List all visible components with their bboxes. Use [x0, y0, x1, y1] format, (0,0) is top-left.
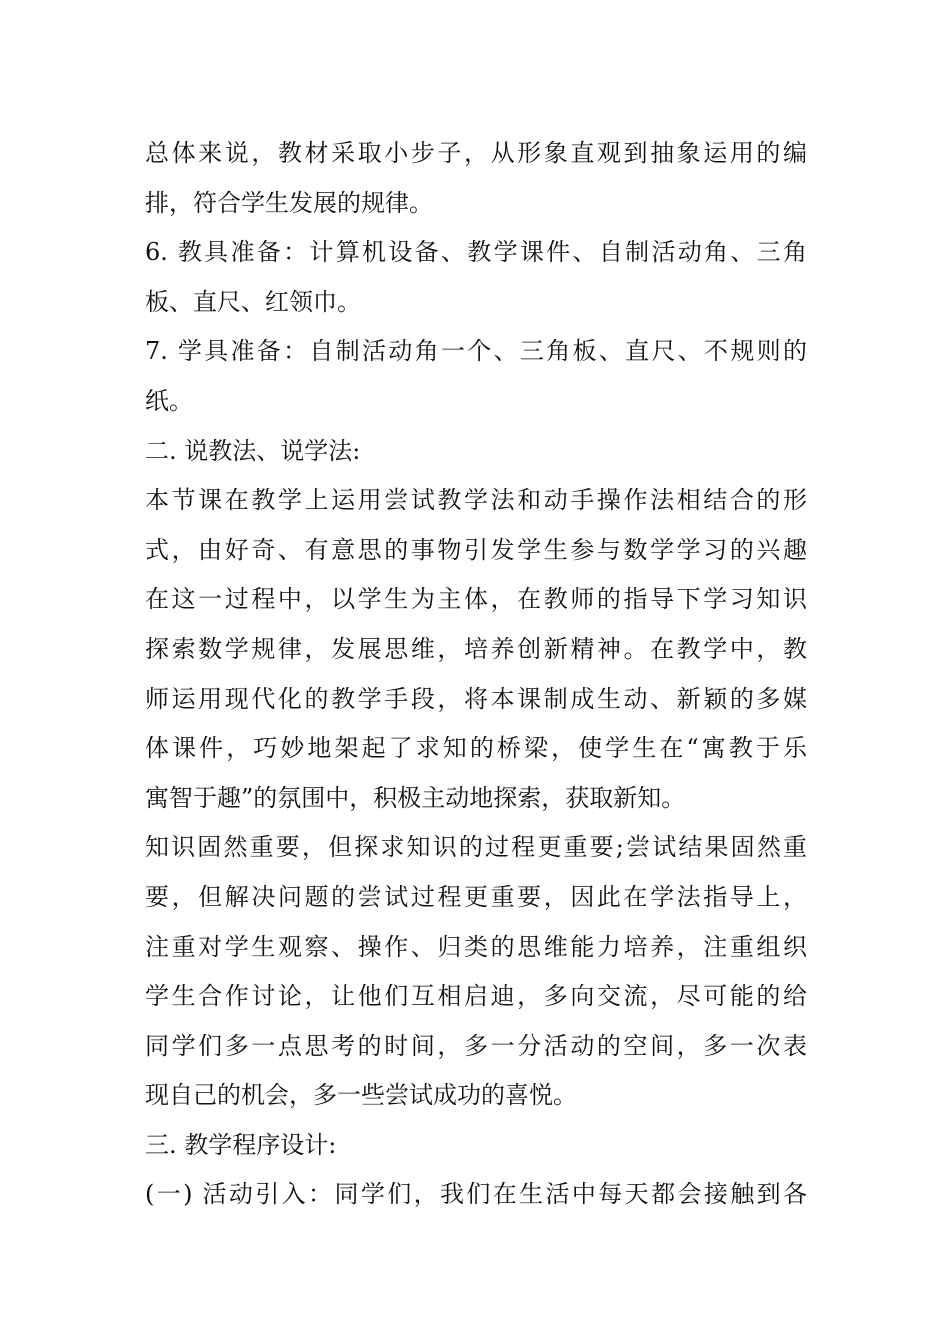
text-line: 式，由好奇、有意思的事物引发学生参与数学学习的兴趣	[145, 535, 807, 564]
text-line: 寓智于趣”的氛围中，积极主动地探索，获取新知。	[145, 783, 686, 812]
text-line: 体课件，巧妙地架起了求知的桥梁，使学生在“寓教于乐	[145, 734, 807, 763]
text-line: 同学们多一点思考的时间，多一分活动的空间，多一次表	[145, 1031, 807, 1060]
text-line: (一) 活动引入：同学们，我们在生活中每天都会接触到各	[145, 1180, 807, 1209]
text-line: 学生合作讨论，让他们互相启迪，多向交流，尽可能的给	[145, 982, 807, 1011]
text-line: 注重对学生观察、操作、归类的思维能力培养，注重组织	[145, 932, 807, 961]
text-line: 要，但解决问题的尝试过程更重要，因此在学法指导上，	[145, 882, 807, 911]
text-line: 三. 教学程序设计:	[145, 1130, 337, 1159]
text-line: 师运用现代化的教学手段，将本课制成生动、新颖的多媒	[145, 684, 807, 713]
text-line: 探索数学规律，发展思维，培养创新精神。在教学中，教	[145, 634, 807, 663]
text-line: 总体来说，教材采取小步子，从形象直观到抽象运用的编	[145, 139, 807, 167]
text-line: 本节课在教学上运用尝试教学法和动手操作法相结合的形	[145, 486, 807, 515]
text-line: 7. 学具准备：自制活动角一个、三角板、直尺、不规则的	[145, 337, 807, 366]
text-line: 排，符合学生发展的规律。	[145, 188, 433, 217]
text-line: 知识固然重要，但探求知识的过程更重要;尝试结果固然重	[145, 833, 807, 862]
text-line: 纸。	[145, 386, 193, 415]
text-line: 在这一过程中，以学生为主体，在教师的指导下学习知识	[145, 585, 807, 614]
text-line: 二. 说教法、说学法:	[145, 436, 361, 465]
text-line: 板、直尺、红领巾。	[145, 287, 361, 316]
text-line: 现自己的机会，多一些尝试成功的喜悦。	[145, 1081, 577, 1110]
document-body	[145, 129, 807, 1220]
text-line: 6. 教具准备：计算机设备、教学课件、自制活动角、三角	[145, 238, 807, 267]
